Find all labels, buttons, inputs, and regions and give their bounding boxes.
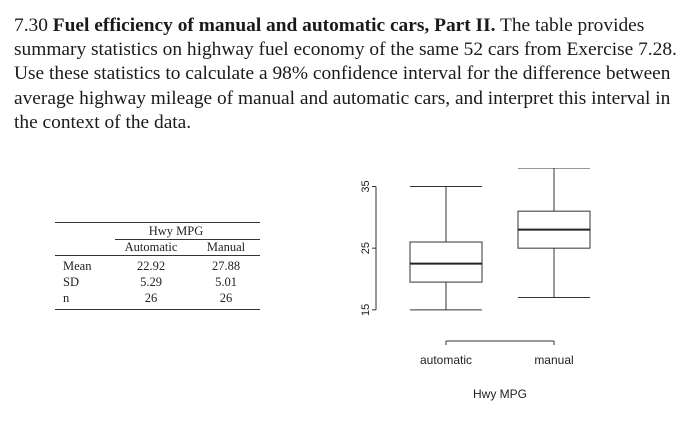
x-axis-title: Hwy MPG <box>473 387 527 401</box>
n-manual: 26 <box>219 291 233 305</box>
y-tick-label-35: 35 <box>359 180 372 193</box>
y-tick-label-15: 15 <box>359 303 372 316</box>
row-label-n: n <box>63 291 70 305</box>
n-automatic: 26 <box>144 291 158 305</box>
automatic-box <box>410 242 482 282</box>
sd-automatic: 5.29 <box>140 275 162 289</box>
mean-automatic: 22.92 <box>136 259 166 273</box>
row-label-sd: SD <box>63 275 79 289</box>
row-label-mean: Mean <box>63 259 92 273</box>
column-header-automatic: Automatic <box>124 240 178 254</box>
problem-title: Fuel efficiency of manual and automatic cars, Part II. <box>52 15 496 36</box>
x-tick-label-manual: manual <box>534 353 574 367</box>
sd-manual: 5.01 <box>215 275 237 289</box>
mean-manual: 27.88 <box>211 259 241 273</box>
column-header-manual: Manual <box>206 240 246 254</box>
x-tick-label-automatic: automatic <box>419 353 473 367</box>
table-header-rule <box>55 255 260 256</box>
table-group-header: Hwy MPG <box>148 224 204 238</box>
table-top-rule <box>55 222 260 223</box>
y-tick-label-25: 25 <box>359 242 372 255</box>
problem-text <box>14 14 686 135</box>
problem-number: 7.30 <box>14 15 48 36</box>
problem-body: The table provides summary statistics on highway fuel economy of the same 52 cars from Exercise 7.28. Use these statistics to calculate a 98% confidence interval for the difference between average highway mileage of manual and automatic cars, and interpret this interval in the context of the data. <box>14 15 677 133</box>
hwy-mpg-boxplot <box>340 168 640 408</box>
table-bottom-rule <box>55 309 260 310</box>
